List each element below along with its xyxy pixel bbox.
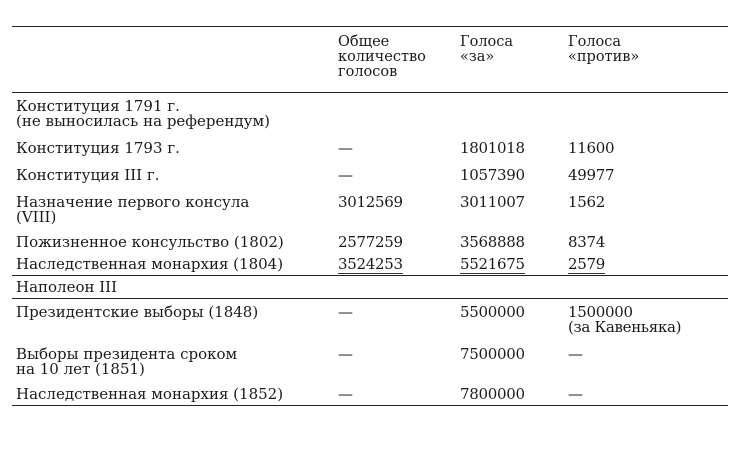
row-no: —: [568, 345, 583, 363]
row-yes: 1057390: [460, 166, 525, 184]
table-row: [12, 341, 728, 383]
header-votes-no: Голоса «против»: [564, 27, 728, 93]
table-row: [12, 253, 728, 276]
header-label: [12, 27, 334, 93]
row-no: —: [564, 383, 728, 406]
row-no: 1500000 (за Кавеньяка): [568, 303, 682, 336]
row-label: Выборы президента сроком на 10 лет (1851): [16, 345, 238, 378]
header-votes-yes: Голоса «за»: [456, 27, 564, 93]
table-header-row: [12, 27, 728, 93]
table-row: [12, 299, 728, 342]
table-row: [12, 189, 728, 231]
row-label: Конституция 1793 г.: [16, 139, 180, 157]
row-label: Президентские выборы (1848): [16, 303, 259, 321]
row-no: 49977: [568, 166, 615, 184]
table-row: [12, 231, 728, 253]
row-yes: 7800000: [456, 383, 564, 406]
row-label: Конституция 1791 г. (не выносилась на референдум): [16, 97, 270, 130]
row-total: —: [338, 345, 353, 363]
header-total-votes: Общее количество голосов: [334, 27, 456, 93]
row-total: —: [338, 303, 353, 321]
row-label: Конституция III г.: [16, 166, 160, 184]
row-yes-value: 5521675: [460, 255, 525, 273]
row-total: [334, 93, 456, 136]
row-label: Наследственная монархия (1852): [12, 383, 334, 406]
row-total: —: [334, 383, 456, 406]
row-total: 2577259: [338, 233, 403, 251]
row-total: —: [338, 166, 353, 184]
row-yes: 1801018: [460, 139, 525, 157]
table-row: [12, 383, 728, 406]
row-no: 1562: [568, 193, 605, 211]
row-no-value: 2579: [568, 255, 605, 273]
row-yes: [456, 253, 564, 276]
section-title: Наполеон III: [12, 276, 728, 299]
row-total-value: 3524253: [338, 255, 403, 273]
row-no: [564, 93, 728, 136]
table-row: [12, 135, 728, 162]
row-no: 8374: [568, 233, 605, 251]
row-yes: 3568888: [460, 233, 525, 251]
referendum-table: [12, 26, 728, 406]
row-yes: 3011007: [460, 193, 525, 211]
row-label: Назначение первого консула (VIII): [16, 193, 250, 226]
row-yes: 7500000: [460, 345, 525, 363]
row-no: [564, 253, 728, 276]
row-total: 3012569: [338, 193, 403, 211]
table-row: [12, 162, 728, 189]
row-no: 11600: [568, 139, 615, 157]
row-yes: 5500000: [460, 303, 525, 321]
row-total: [334, 253, 456, 276]
row-yes: [456, 93, 564, 136]
row-label: Наследственная монархия (1804): [16, 255, 284, 273]
table-row: [12, 93, 728, 136]
row-label: Пожизненное консульство (1802): [16, 233, 284, 251]
section-row: [12, 276, 728, 299]
row-total: —: [338, 139, 353, 157]
